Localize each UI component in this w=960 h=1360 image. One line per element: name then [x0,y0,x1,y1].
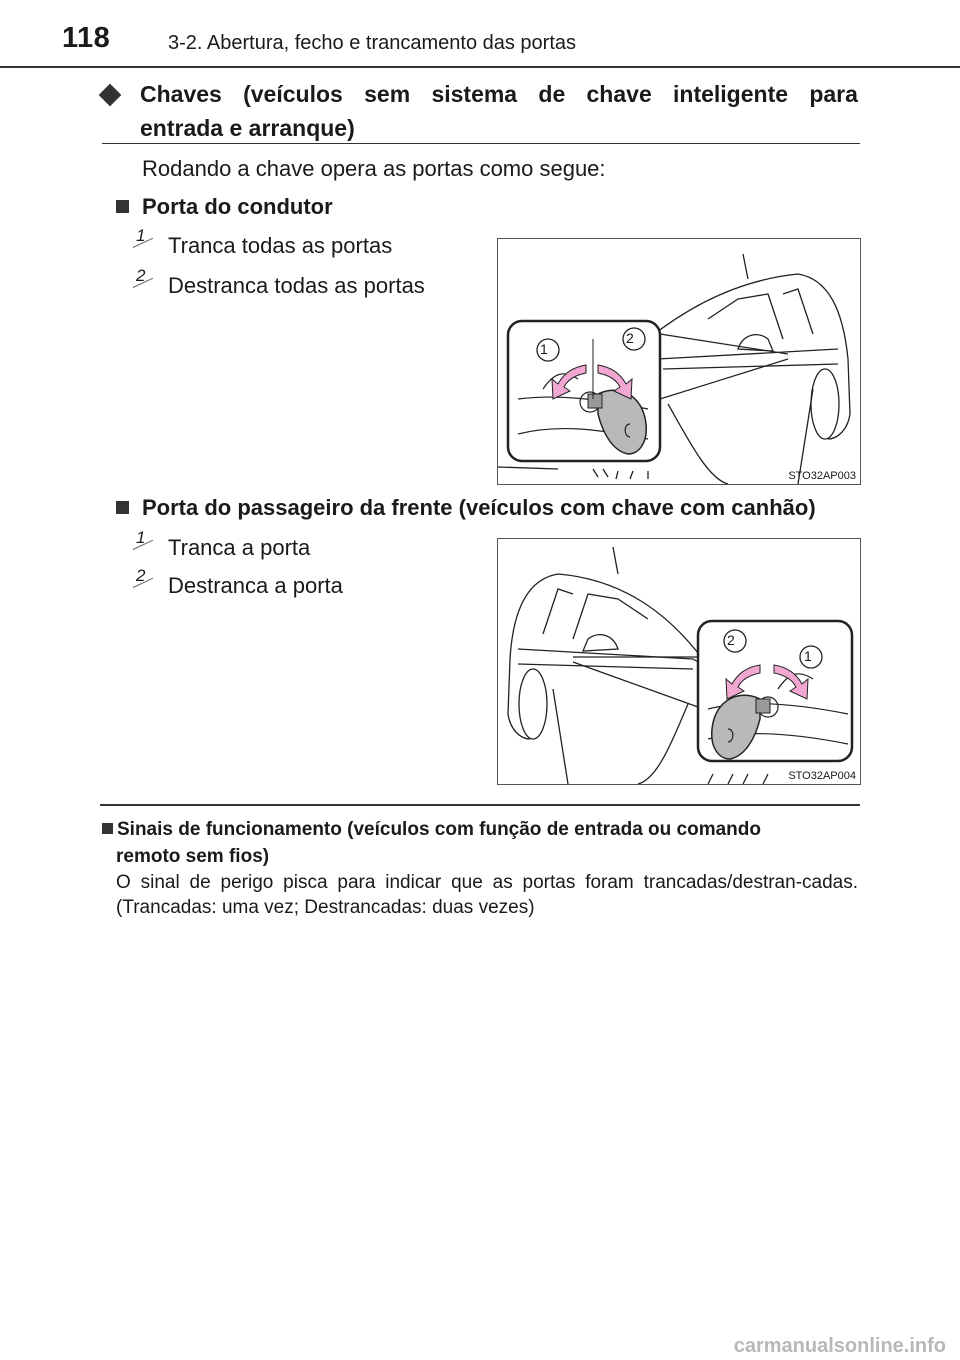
section-heading-line1 [102,77,858,111]
note-heading [102,816,858,870]
note-text: O sinal de perigo pisca para indicar que as portas foram trancadas/destran-cadas. (Trancadas: uma vez; Destrancadas: duas vezes) [116,872,858,918]
note-heading-line2: remoto sem fios) [116,846,270,867]
header-rule [0,66,960,68]
passenger-step-1-text: Tranca a porta [168,535,311,560]
section-heading-line2: entrada e arranque) [140,115,355,141]
running-title: 3-2. Abertura, fecho e trancamento das portas [168,32,577,54]
passenger-step-1 [136,528,311,561]
heading-word: (veículos [243,81,343,107]
note-heading-line1-text: Sinais de funcionamento (veículos com função de entrada ou comando [117,819,761,840]
car-rear-view-illustration [498,239,860,484]
step-number: 1 [136,528,146,547]
callout-1: 1 [540,341,548,357]
heading-line1-text [102,77,858,111]
passenger-step-2 [136,566,343,599]
section-heading [102,77,858,145]
step-number: 1 [136,226,146,245]
callout-2: 2 [727,632,735,648]
footer-watermark: carmanualsonline.info [733,1335,946,1357]
heading-word: para [809,81,858,107]
heading-word: sistema [431,81,518,107]
driver-step-2-text: Destranca todas as portas [168,273,425,298]
step-number: 2 [136,566,146,585]
step-number: 2 [136,266,146,285]
callout-2: 2 [626,330,634,346]
heading-word: sem [364,81,411,107]
driver-step-1 [136,226,393,259]
note-rule [100,804,860,806]
heading-word: de [538,81,566,107]
figure-code: STO32AP004 [788,770,856,782]
figure-code: STO32AP003 [788,470,856,482]
passenger-step-2-text: Destranca a porta [168,573,343,598]
passenger-door-figure [497,538,861,785]
passenger-door-heading [116,495,816,521]
heading-word: Chaves [140,81,222,107]
heading-word: chave [586,81,652,107]
driver-step-2 [136,266,425,299]
square-bullet-icon [102,823,113,834]
square-bullet-icon [116,501,129,514]
page-number: 118 [62,22,111,54]
heading-word: inteligente [673,81,789,107]
intro-text: Rodando a chave opera as portas como segue: [142,156,606,181]
driver-door-figure [497,238,861,485]
driver-door-heading-text: Porta do condutor [142,194,333,219]
driver-step-1-text: Tranca todas as portas [168,233,393,258]
callout-1: 1 [804,648,812,664]
note-heading-line1 [102,816,858,843]
square-bullet-icon [116,200,129,213]
passenger-door-heading-text: Porta do passageiro da frente (veículos com chave com canhão) [142,495,816,520]
section-rule [102,143,860,144]
driver-door-heading [116,194,333,220]
